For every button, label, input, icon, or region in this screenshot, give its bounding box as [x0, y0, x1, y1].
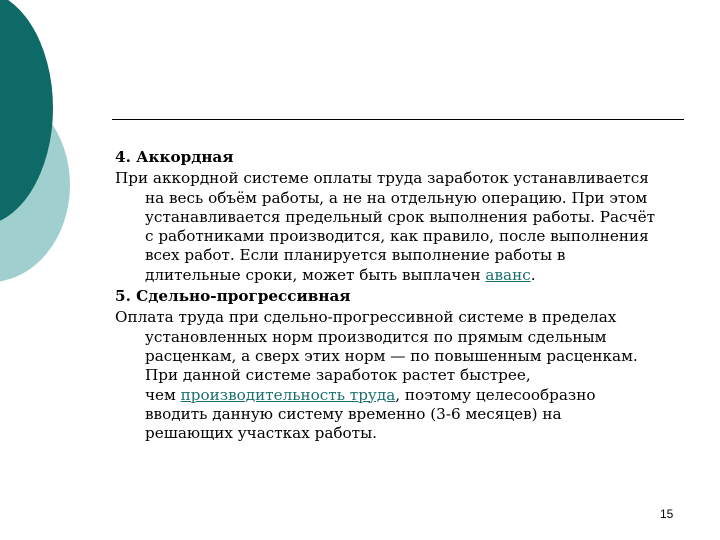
text-line: решающих участках работы.: [145, 424, 378, 443]
text-line: При данной системе заработок растет быстрее,: [145, 366, 531, 385]
text-line: вводить данную систему временно (3-6 месяцев) на: [145, 404, 562, 423]
slide-content: [115, 148, 695, 445]
text-line: на весь объём работы, а не на отдельную операцию. При этом: [145, 188, 648, 207]
section-heading-progressive: 5. Сдельно-прогрессивная: [115, 287, 351, 306]
text-fragment: .: [530, 265, 536, 284]
text-line: всех работ. Если планируется выполнение работы в: [145, 246, 566, 265]
paragraph-progressive: [115, 308, 695, 443]
text-line: устанавливается предельный срок выполнения работы. Расчёт: [145, 207, 655, 226]
header-divider: [112, 119, 684, 120]
section-heading-accord: 4. Аккордная: [115, 148, 234, 166]
text-line: При аккордной системе оплаты труда заработок устанавливается: [115, 169, 649, 188]
text-line-with-link: [115, 386, 695, 405]
text-line-with-link: [115, 266, 695, 285]
paragraph-accord: [115, 169, 695, 285]
text-line: Оплата труда при сдельно-прогрессивной системе в пределах: [115, 308, 617, 327]
text-line: установленных норм производится по прямым сдельным: [145, 327, 607, 346]
avans-link[interactable]: аванс: [485, 265, 531, 284]
decorative-circles: [0, 0, 80, 290]
text-fragment: чем: [145, 385, 181, 404]
text-fragment: , поэтому целесообразно: [395, 385, 596, 404]
text-line: расценкам, а сверх этих норм — по повышенным расценкам.: [145, 346, 638, 365]
text-fragment: длительные сроки, может быть выплачен: [145, 265, 486, 284]
productivity-link[interactable]: производительность труда: [180, 385, 396, 404]
page-number: 15: [660, 507, 674, 521]
text-line: с работниками производится, как правило, после выполнения: [145, 227, 649, 246]
